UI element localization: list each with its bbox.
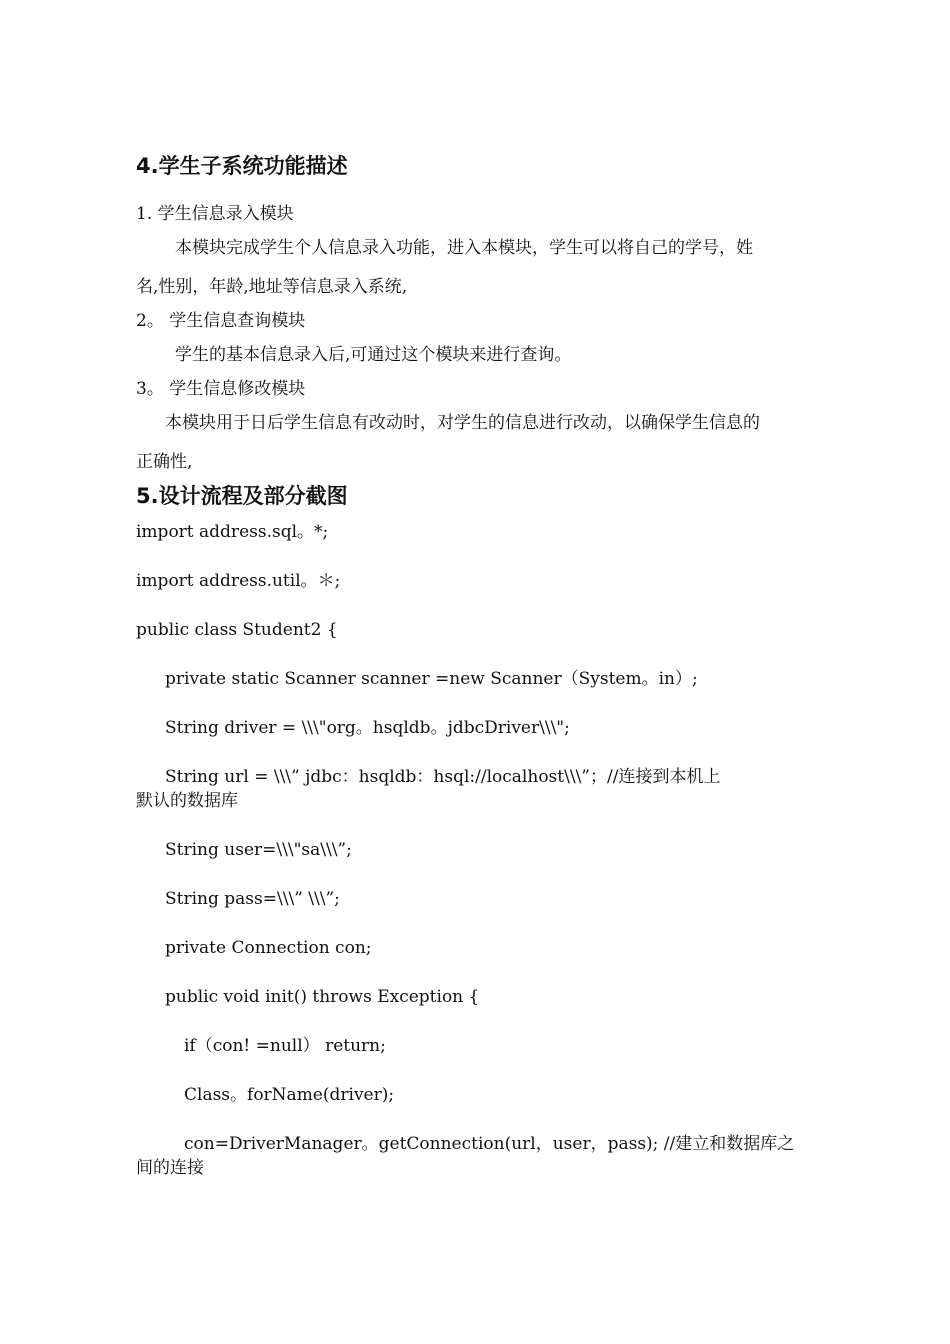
module-1-desc-line-1: 本模块完成学生个人信息录入功能，进入本模块，学生可以将自己的学号，姓 bbox=[175, 238, 753, 258]
code-line: import address.util。＊; bbox=[136, 571, 341, 591]
code-line: con=DriverManager。getConnection(url，user，pass); //建立和数据库之 bbox=[184, 1134, 795, 1154]
module-2-title: 2。 学生信息查询模块 bbox=[136, 311, 306, 331]
code-line: Class。forName(driver); bbox=[184, 1085, 395, 1105]
code-line: 默认的数据库 bbox=[136, 791, 238, 811]
module-2-desc: 学生的基本信息录入后,可通过这个模块来进行查询。 bbox=[175, 345, 572, 365]
code-line: public void init() throws Exception { bbox=[165, 987, 480, 1007]
module-1-title: 1. 学生信息录入模块 bbox=[136, 204, 294, 224]
code-line: public class Student2 { bbox=[136, 620, 338, 640]
code-line: private static Scanner scanner =new Scanner（System。in）; bbox=[165, 669, 698, 689]
module-1-desc-line-2: 名,性别，年龄,地址等信息录入系统, bbox=[136, 277, 408, 297]
code-line: String driver = \\\"org。hsqldb。jdbcDriver\\\"; bbox=[165, 718, 570, 738]
code-line: import address.sql。*; bbox=[136, 522, 329, 542]
module-3-desc-line-2: 正确性, bbox=[136, 452, 193, 472]
code-line: 间的连接 bbox=[136, 1158, 204, 1178]
section-5-heading: 5.设计流程及部分截图 bbox=[136, 484, 348, 508]
code-line: String url = \\\” jdbc：hsqldb：hsql://localhost\\\”；//连接到本机上 bbox=[165, 767, 721, 787]
code-line: String user=\\\"sa\\\”; bbox=[165, 840, 352, 860]
section-4-heading: 4.学生子系统功能描述 bbox=[136, 154, 348, 178]
code-line: if（con! =null） return; bbox=[184, 1036, 386, 1056]
module-3-title: 3。 学生信息修改模块 bbox=[136, 379, 306, 399]
code-line: private Connection con; bbox=[165, 938, 372, 958]
code-line: String pass=\\\” \\\”; bbox=[165, 889, 340, 909]
module-3-desc-line-1: 本模块用于日后学生信息有改动时，对学生的信息进行改动，以确保学生信息的 bbox=[165, 413, 760, 433]
